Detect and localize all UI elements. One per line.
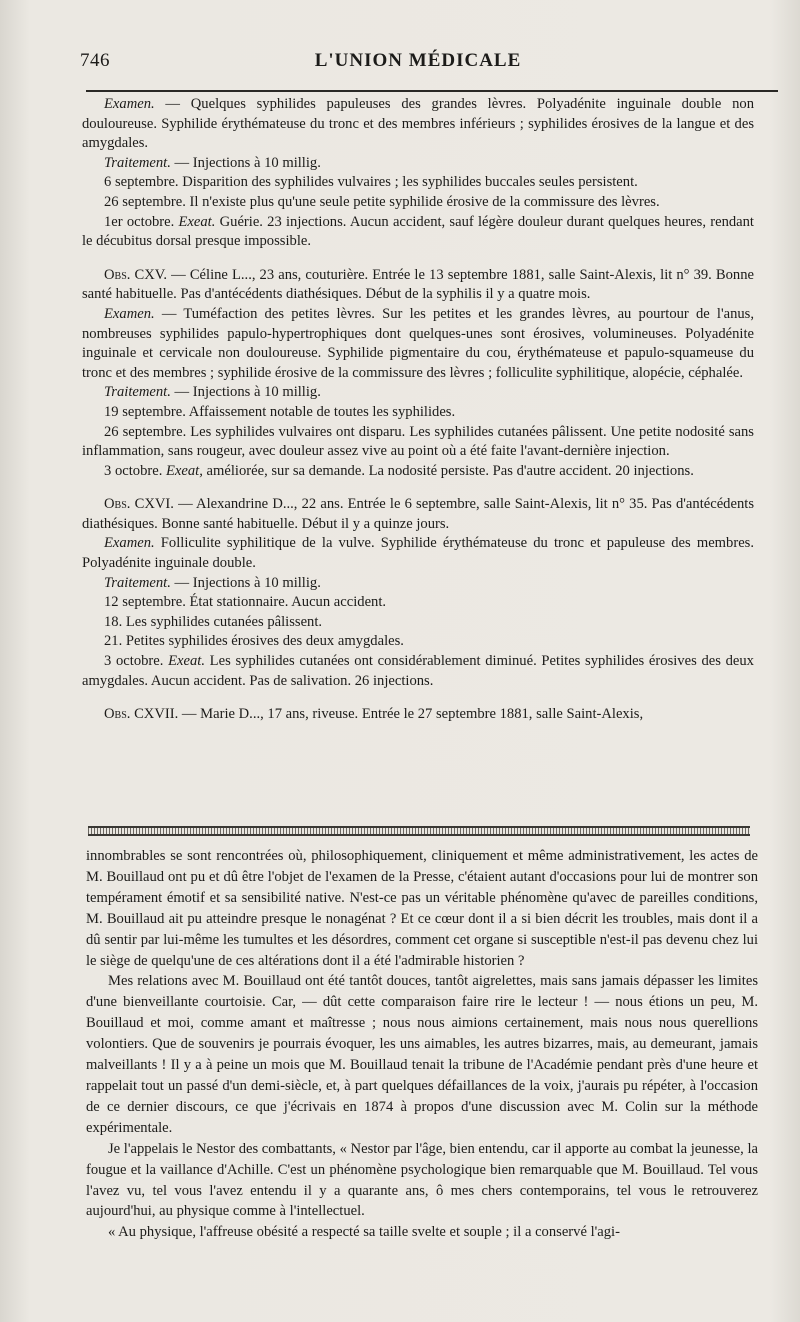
paragraph: 3 octobre. Exeat. Les syphilides cutanées ont considérablement diminué. Petites syphilides érosives des deux amygdales. Aucun accident. Pas de salivation. 26 injections. — [82, 653, 754, 689]
paragraph: innombrables se sont rencontrées où, philosophiquement, cliniquement et même administrativement, les actes de M. Bouillaud ont pu et dû être l'objet de l'examen de la Presse, c'étaient autant d'occasions pour lui de montrer son tempérament émotif et sa sensibilité native. N'est-ce pas un véritable phénomène qu'avec de pareilles conditions, M. Bouillaud ait pu atteindre presque le nonagénat ? Et ce cœur dont il a si bien décrit les troubles, mais dont il a dû sentir par lui-même les tumultes et les désordres, comment cet organe si susceptible n'est-il pas devenu chez lui le siège de quelqu'une de ces altérations dont il a été l'admirable historien ? — [86, 848, 758, 969]
paragraph: 18. Les syphilides cutanées pâlissent. — [104, 613, 323, 630]
paragraph: 21. Petites syphilides érosives des deux amygdales. — [104, 633, 404, 650]
paragraph: Traitement. — Injections à 10 millig. — [104, 574, 321, 591]
observation-label: Obs. CXVI. — [104, 496, 174, 513]
paragraph: Mes relations avec M. Bouillaud ont été tantôt douces, tantôt aigrelettes, mais sans jamais dépasser les limites d'une bienveillante courtoisie. Car, — dût cette comparaison faire rire le lecteur ! — nous étions un peu, M. Bouillaud et moi, comme amant et maîtresse ; nous nous aimions certainement, mais nous nous querellions volontiers. Que de souvenirs je pourrais évoquer, les uns aimables, les autres bizarres, mais, au demeurant, jamais malveillants ! Il y a à peine un mois que M. Bouillaud tenait la tribune de l'Académie pendant près d'une heure et rappelait tout un passé d'un demi-siècle, et, à part quelques défaillances de la voix, j'aurais pu répéter, à l'occasion de ce dernier discours, ce que j'écrivais en 1874 à propos d'une discussion avec M. Colin sur la méthode expérimentale. — [86, 973, 758, 1136]
section-label: Traitement. — [104, 574, 171, 591]
observation-heading: Obs. CXVI. — Alexandrine D..., 22 ans. Entrée le 6 septembre, salle Saint-Alexis, lit n° 35. Pas d'antécédents diathésiques. Bonne santé habituelle. Début il y a quinze jours. — [82, 496, 754, 532]
section-label: Examen. — [104, 305, 155, 322]
feuilleton-text — [86, 846, 758, 1243]
paragraph: Je l'appelais le Nestor des combattants, « Nestor par l'âge, bien entendu, car il apporte au combat la jeunesse, la fougue et la vaillance d'Achille. C'est un phénomène psychologique bien remarquable que M. Bouillaud. Tel vous l'avez vu, tel vous l'avez entendu il y a quarante ans, ô mes chers contemporains, tel vous le retrouverez aujourd'hui, au physique comme à l'intellectuel. — [86, 1140, 758, 1220]
paragraph: Traitement. — Injections à 10 millig. — [104, 384, 321, 401]
paragraph: 19 septembre. Affaissement notable de toutes les syphilides. — [104, 403, 456, 420]
journal-title: L'UNION MÉDICALE — [314, 50, 522, 71]
paragraph: 12 septembre. État stationnaire. Aucun accident. — [104, 594, 387, 611]
page-number: 746 — [80, 50, 110, 71]
observation-heading: Obs. CXVII. — Marie D..., 17 ans, riveuse. Entrée le 27 septembre 1881, salle Saint-Alexis, — [104, 706, 644, 723]
observation-label: Obs. CXV. — [104, 266, 168, 283]
observation-heading: Obs. CXV. — Céline L..., 23 ans, couturière. Entrée le 13 septembre 1881, salle Saint-Alexis, lit n° 39. Bonne santé habituelle. Pas d'antécédents diathésiques. Début de la syphilis il y a quatre mois. — [82, 266, 754, 303]
section-label: Exeat. — [178, 213, 216, 230]
paragraph: Examen. — Quelques syphilides papuleuses des grandes lèvres. Polyadénite inguinale double non douloureuse. Syphilide érythémateuse du tronc et des membres inférieurs ; syphilides érosives de la langue et des amygdales. — [82, 96, 754, 152]
paragraph: Traitement. — Injections à 10 millig. — [104, 154, 321, 171]
page-header — [80, 50, 756, 80]
header-rule — [86, 90, 778, 92]
paragraph: Examen. Folliculite syphilitique de la vulve. Syphilide érythémateuse du tronc et papuleuse des membres. Polyadénite inguinale double. — [82, 535, 754, 572]
section-label: Exeat. — [168, 653, 205, 670]
paragraph: 1er octobre. Exeat. Guérie. 23 injections. Aucun accident, sauf légère douleur durant quelques heures, rendant le décubitus dorsal presque impossible. — [82, 213, 754, 250]
paragraph: 26 septembre. Les syphilides vulvaires ont disparu. Les syphilides cutanées pâlissent. Une petite nodosité sans inflammation, sans rougeur, avec douleur assez vive au point où a été faite l'avant-dernière injection. — [82, 423, 754, 460]
section-label: Examen. — [104, 96, 155, 112]
paragraph: 6 septembre. Disparition des syphilides vulvaires ; les syphilides buccales seules persistent. — [104, 174, 638, 191]
section-label: Traitement. — [104, 384, 171, 401]
section-label: Exeat, — [166, 462, 203, 479]
observation-label: Obs. CXVII. — [104, 706, 179, 723]
paragraph: « Au physique, l'affreuse obésité a respecté sa taille svelte et souple ; il a conservé l'agi- — [108, 1224, 620, 1241]
clinical-observations — [82, 95, 754, 725]
section-label: Traitement. — [104, 154, 171, 171]
paragraph: 3 octobre. Exeat, améliorée, sur sa demande. La nodosité persiste. Pas d'autre accident. 20 injections. — [104, 462, 694, 479]
section-divider — [88, 826, 750, 836]
paragraph: Examen. — Tuméfaction des petites lèvres. Sur les petites et les grandes lèvres, au pourtour de l'anus, nombreuses syphilides papulo-hypertrophiques dont quelques-unes sont érosives, volumineuses. Polyadénite inguinale et cervicale non douloureuse. Syphilide pigmentaire du cou, érythémateuse et papulo-squameuse du tronc et des membres ; syphilide érosive de la commissure des lèvres ; folliculite syphilitique, alopécie, céphalée. — [82, 305, 754, 381]
section-label: Examen. — [104, 535, 155, 552]
paragraph: 26 septembre. Il n'existe plus qu'une seule petite syphilide érosive de la commissure des lèvres. — [104, 193, 660, 210]
